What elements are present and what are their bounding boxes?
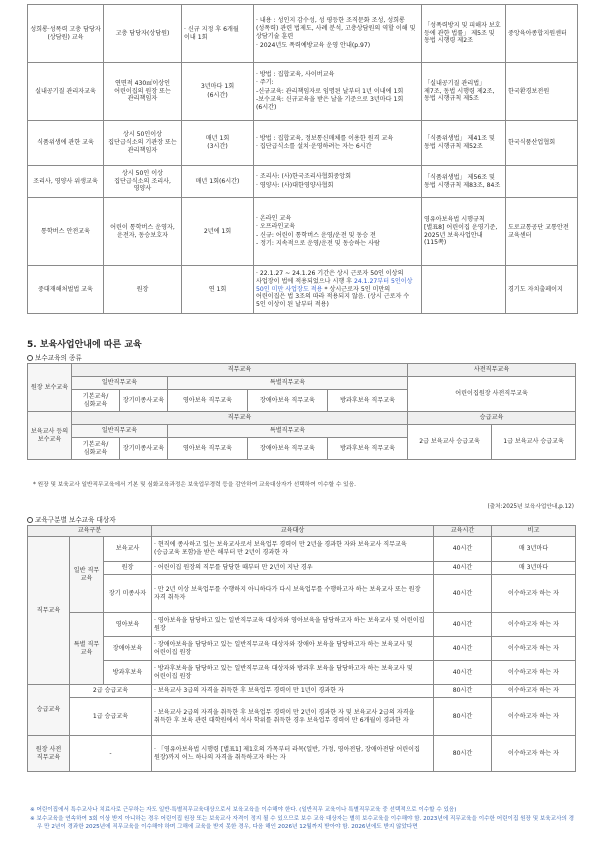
note: 이수하고자 하는 자	[492, 613, 576, 637]
hours: 80시간	[434, 736, 492, 772]
header-note: 비고	[492, 526, 576, 537]
period-line: 매년 1회	[205, 134, 230, 142]
header-hours: 교육시간	[434, 526, 492, 537]
hours: 40시간	[434, 537, 492, 562]
director-training-head: 원장 보수교육	[28, 364, 72, 412]
general-duty-head-2: 일반직무교육	[72, 425, 168, 438]
method-line: - 신규: 어린이 통학버스 운영/운전 및 동승 전	[256, 231, 376, 239]
category-duty: 직무교육	[28, 537, 70, 685]
longterm-training-2: 장기미종사교육	[120, 438, 168, 460]
method-line: -신규교육: 관리책임자로 임명된 날부터 1년 이내에 1회	[256, 87, 404, 95]
method-line: · 주기:	[256, 79, 274, 87]
footnotes	[30, 806, 578, 832]
education-period	[182, 198, 254, 266]
education-org: 도로교통공단 교통안전 교육센터	[506, 198, 578, 266]
period-line: 2년에 1회	[203, 227, 232, 235]
category-general: 일반 직무 교육	[70, 537, 104, 613]
method-line	[256, 270, 419, 310]
hours: 40시간	[434, 637, 492, 661]
footnote: ※ 보수교육을 연속하여 3회 이상 받지 아니하는 경우 어린이집 원장 또는 보육교사 자격이 정지 될 수 있으므로 보수 교육 대상자는 별히 보수교육을 이수해야 함. 2023년에 직무교육을 이수한 어린이집 원장 및 보육교사의 경우 만 2년이 경과한 2025년에 직무교육을 이수해야 하며 그해에 교육을 받지 못한 경우, 다음 해인 2026년 12월까지 받아야 함. 2026년에도 받지 않았다면	[30, 815, 575, 831]
education-target: 원장	[104, 266, 182, 314]
method-line: · 오프라인교육	[256, 223, 296, 231]
hours: 80시간	[434, 685, 492, 698]
hours: 80시간	[434, 698, 492, 736]
period-line: 3년마다 1회	[200, 83, 235, 91]
top-table-row	[28, 166, 578, 198]
education-target: 고충 담당자(상담원)	[104, 5, 182, 63]
note: 이수하고자 하는 자	[492, 736, 576, 772]
table-row	[28, 613, 576, 637]
sub-category: 보육교사	[104, 537, 152, 562]
period-line: (3시간)	[207, 143, 228, 151]
hours: 40시간	[434, 575, 492, 613]
target-desc: · 「영유아보육법 시행령 [별표1] 제1호의 가목부터 라목(일반, 가정, 영아전담, 장애아전담 어린이집 원장)까지 어느 하나의 자격을 취득하고자 하는 자	[152, 736, 434, 772]
education-method	[254, 166, 422, 198]
education-method	[254, 121, 422, 166]
promo-head: 승급교육	[408, 412, 576, 425]
hours: 40시간	[434, 661, 492, 685]
education-period	[182, 166, 254, 198]
target-desc: · 만 2년 이상 보육업무를 수행하지 아니하다가 다시 보육업무를 수행하고자 하는 보육교사 또는 원장 자격 취득자	[152, 575, 434, 613]
duty-head-2: 직무교육	[72, 412, 408, 425]
note: 이수하고자 하는 자	[492, 661, 576, 685]
sub-category: 장기 미종사자	[104, 575, 152, 613]
education-target: 상시 50인 이상 집단급식소의 조리사, 영양사	[104, 166, 182, 198]
period-line: · 신규 지정 후 6개월 이내 1회	[184, 25, 239, 41]
table-row	[28, 698, 576, 736]
method-line: - 정기: 지속적으로 운영/운전 및 동승하는 사람	[256, 240, 380, 248]
basic-training: 기본교육/ 심화교육	[72, 390, 120, 412]
special-duty-head-2: 특별직무교육	[168, 425, 408, 438]
education-org: 한국환경보전원	[506, 63, 578, 121]
education-law: 「식품위생법」 제56조 및 동법 시행규칙 제83조, 84조	[422, 166, 506, 198]
education-org: 중앙육아종합지원센터	[506, 5, 578, 63]
table-row	[28, 661, 576, 685]
method-line: · 2024년도 폭력예방교육 운영 안내(p.97)	[256, 41, 371, 49]
promo-grade1: 1급 보육교사 승급교육	[492, 425, 576, 460]
method-line: · 방법 : 집합교육, 정보통신매체를 이용한 원격 교육	[256, 134, 394, 142]
training-target-table	[27, 525, 576, 772]
education-method	[254, 63, 422, 121]
special-duty-head: 특별직무교육	[168, 377, 408, 390]
top-table-row	[28, 63, 578, 121]
method-line: · 집단급식소를 설치·운영하려는 자는 6시간	[256, 143, 372, 151]
target-desc: · 장애아보육을 담당하고 있는 일반직무교육 대상자와 장애아 보육을 담당하고자 하는 보육교사 및 어린이집 원장	[152, 637, 434, 661]
header-category: 교육구분	[28, 526, 152, 537]
education-law: 「실내공기질 관리법」 제7조, 동법 시행령 제2조, 동법 시행규칙 제5조	[422, 63, 506, 121]
sub-category: 방과후보육	[104, 661, 152, 685]
education-name: 성희롱·성폭력 고충 담당자(상담원) 교육	[28, 5, 104, 63]
target-desc: · 어린이집 원장의 직무를 담당한 때부터 만 2년이 지난 경우	[152, 562, 434, 575]
education-name: 조리사, 영양사 위생교육	[28, 166, 104, 198]
table3-subtitle: 교육구분별 보수교육 대상자	[27, 514, 116, 524]
category-special: 특별 직무 교육	[70, 613, 104, 685]
education-period	[182, 5, 254, 63]
pre-duty-head: 사전직무교육	[408, 364, 576, 377]
top-table-row	[28, 266, 578, 314]
note: 매 3년마다	[492, 562, 576, 575]
period-line: 연 1회	[208, 285, 227, 293]
hours: 40시간	[434, 562, 492, 575]
target-desc: · 현직에 종사하고 있는 보육교사로서 보육업무 경력이 만 2년을 경과한 자와 보육교사 직무교육(승급교육 포함)을 받은 해부터 만 2년이 경과한 자	[152, 537, 434, 562]
target-desc: · 방과후보육을 담당하고 있는 일반직무교육 대상자와 방과후 보육을 담당하고자 하는 보육교사 및 어린이집 원장	[152, 661, 434, 685]
top-table-row	[28, 121, 578, 166]
circle-bullet-icon	[27, 355, 33, 361]
note: 이수하고자 하는 자	[492, 575, 576, 613]
education-org	[506, 166, 578, 198]
disabled-training: 장애아보육 직무교육	[248, 390, 328, 412]
afterschool-training-2: 방과후보육 직무교육	[328, 438, 408, 460]
header-target: 교육대상	[152, 526, 434, 537]
table-row	[28, 637, 576, 661]
education-name: 식품위생에 관한 교육	[28, 121, 104, 166]
top-table-row	[28, 198, 578, 266]
table2-note: * 원장 및 보육교사 일반직무교육에서 기본 및 심화교육과정은 보육업무경력 등을 감안하여 교육대상자가 선택하여 이수할 수 있음.	[33, 482, 356, 488]
method-line: · 영양사: (사)대한영양사협회	[256, 181, 334, 189]
note: 이수하고자 하는 자	[492, 637, 576, 661]
education-org: 한국식품산업협회	[506, 121, 578, 166]
method-text: * 상시근로자 5인 미만의 어린이집은 법 3조의 따라 적용되지 않음. (상시 근로자 수 5인 이상이 된 날부터 적용)	[256, 285, 410, 309]
footnote: ※ 어린이집에서 특수교사나 치료사로 근무하는 자도 일반·특별직무교육대상으로서 보육교육을 이수해야 한다. (일반직무 교육이나 특별직무교육 중 선택적으로 이수할 수 있음)	[30, 807, 457, 813]
table-row	[28, 685, 576, 698]
table2-source: (출처:2025년 보육사업안내,p.12)	[487, 504, 574, 510]
education-org: 경기도 자치출페이지	[506, 266, 578, 314]
general-duty-head: 일반직무교육	[72, 377, 168, 390]
note: 이수하고자 하는 자	[492, 685, 576, 698]
education-name: 통학버스 안전교육	[28, 198, 104, 266]
infant-training-2: 영아보육 직무교육	[168, 438, 248, 460]
sub-category: 2급 승급교육	[70, 685, 152, 698]
director-pre-duty: 어린이집원장 사전직무교육	[408, 377, 576, 412]
note: 매 3년마다	[492, 537, 576, 562]
note: 이수하고자 하는 자	[492, 698, 576, 736]
top-table-row	[28, 5, 578, 63]
education-law	[422, 266, 506, 314]
education-period	[182, 121, 254, 166]
education-target: 상시 50인이상 집단급식소의 기관장 또는 관리책임자	[104, 121, 182, 166]
section-title: 5. 보육사업안내에 따른 교육	[27, 340, 142, 350]
method-line: -보수교육: 신규교육을 받은 날을 기준으로 3년마다 1회(6시간)	[256, 96, 404, 112]
infant-training: 영아보육 직무교육	[168, 390, 248, 412]
education-period	[182, 266, 254, 314]
table-row	[28, 562, 576, 575]
education-law: 영유아보육법 시행규칙 [별표8] 어린이집 운영기준, 2025년 보육사업안내(115쪽)	[422, 198, 506, 266]
category-pre: 원장 사전 직무교육	[28, 736, 70, 772]
teacher-training-head: 보육교사 등의 보수교육	[28, 412, 72, 460]
disabled-training-2: 장애아보육 직무교육	[248, 438, 328, 460]
method-line: · 조리사: (사)한국조리사협회중앙회	[256, 173, 352, 181]
education-method	[254, 5, 422, 63]
sub-category: 1급 승급교육	[70, 698, 152, 736]
education-table-top	[27, 4, 578, 314]
training-types-table	[27, 363, 576, 460]
table2-subtitle: 보수교육의 종류	[27, 352, 82, 362]
education-target: 어린이 통학버스 운영자, 운전자, 동승보호자	[104, 198, 182, 266]
education-method	[254, 266, 422, 314]
duty-head: 직무교육	[72, 364, 408, 377]
education-law: 「성폭력방지 및 피해자 보호 등에 관한 법률」 제5조 및 동법 시행령 제2조	[422, 5, 506, 63]
education-target: 연면적 430㎡이상인 어린이집의 원장 또는 관리책임자	[104, 63, 182, 121]
sub-category: 영아보육	[104, 613, 152, 637]
method-line: · 방법 : 집합교육, 사이버교육	[256, 70, 335, 78]
method-line: · 내용 : 성인지 감수성, 성 평등한 조직문화 조성, 성희롱(성폭력) 관련 법제도, 사례 분석, 고충상담원의 역할 이해 및 상담기술 훈련	[256, 17, 416, 41]
highlight-text: 24.1.27부터 5인이상 50인 미만 사업장도 적용	[256, 277, 413, 293]
table-row	[28, 736, 576, 772]
table-row	[28, 575, 576, 613]
education-name: 중대재해처벌법 교육	[28, 266, 104, 314]
sub-category: 원장	[104, 562, 152, 575]
longterm-training: 장기미종사교육	[120, 390, 168, 412]
sub-category: -	[70, 736, 152, 772]
hours: 40시간	[434, 613, 492, 637]
target-desc: · 보육교사 3급의 자격을 취득한 후 보육업무 경력이 만 1년이 경과한 자	[152, 685, 434, 698]
category-promo: 승급교육	[28, 685, 70, 736]
period-line: (6시간)	[207, 91, 228, 99]
circle-bullet-icon	[27, 517, 33, 523]
education-period	[182, 63, 254, 121]
education-name: 실내공기질 관리자교육	[28, 63, 104, 121]
education-method	[254, 198, 422, 266]
period-line: 매년 1회(6시간)	[195, 177, 240, 185]
target-desc: · 보육교사 2급의 자격을 취득한 후 보육업무 경력이 만 2년이 경과한 자 및 보육교사 2급의 자격을 취득한 후 보육 관련 대학원에서 석사 학위를 취득한 경우 보육업무 경력이 만 6개월이 경과한 자	[152, 698, 434, 736]
basic-training-2: 기본교육/ 심화교육	[72, 438, 120, 460]
target-desc: · 영아보육을 담당하고 있는 일반직무교육 대상자와 영아보육을 담당하고자 하는 보육교사 및 어린이집 원장	[152, 613, 434, 637]
method-text: · 22.1.27 ~ 24.1.26 기간은 상시 근로자 50인 이상의 사업장이 법에 적용되었으나 시행 후	[256, 269, 404, 285]
promo-grade2: 2급 보육교사 승급교육	[408, 425, 492, 460]
education-law: 「식품위생법」 제41조 및 동법 시행규칙 제52조	[422, 121, 506, 166]
sub-category: 장애아보육	[104, 637, 152, 661]
afterschool-training: 방과후보육 직무교육	[328, 390, 408, 412]
table-row	[28, 537, 576, 562]
method-line: · 온라인 교육	[256, 214, 292, 222]
